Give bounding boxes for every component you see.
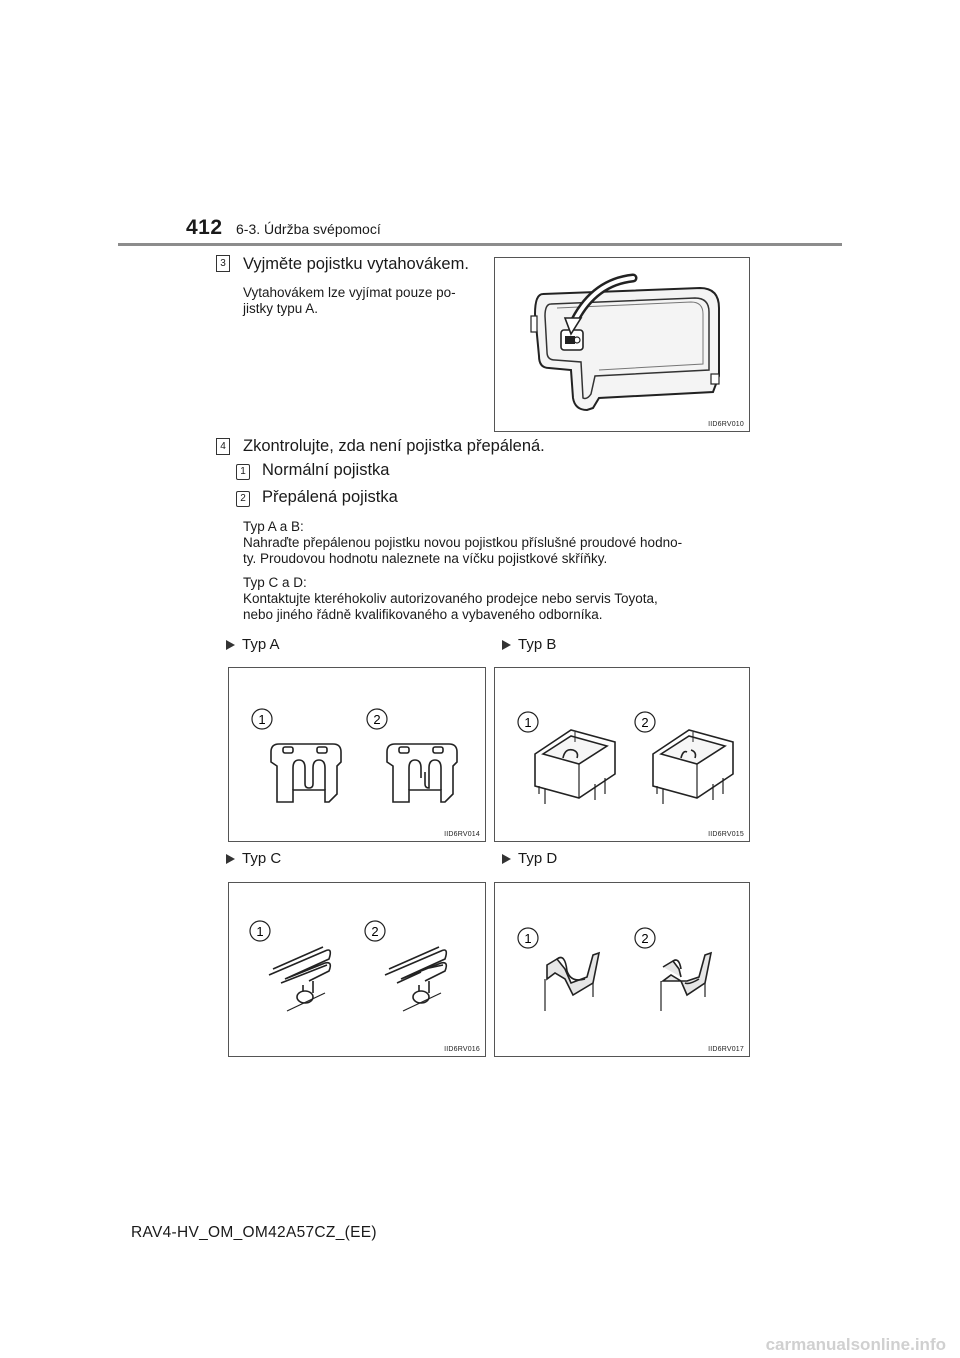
type-cd-text-line2: nebo jiného řádně kvalifikovaného a vybaveného odborníka. bbox=[243, 607, 603, 622]
page-number: 412 bbox=[186, 216, 223, 239]
callout-1: 1 bbox=[256, 924, 264, 939]
step-3-note bbox=[243, 285, 483, 317]
callout-2: 2 bbox=[641, 715, 649, 730]
type-ab-heading: Typ A a B: bbox=[243, 519, 304, 534]
triangle-right-icon bbox=[226, 640, 235, 650]
step-4-title: Zkontrolujte, zda není pojistka přepálená. bbox=[243, 437, 545, 455]
type-ab-text-line2: ty. Proudovou hodnotu naleznete na víčku pojistkové skříňky. bbox=[243, 551, 608, 566]
type-b-figure bbox=[494, 667, 750, 842]
fuse-box-lid-illustration bbox=[495, 258, 749, 431]
type-cd-heading: Typ C a D: bbox=[243, 575, 307, 590]
item-2-label: Přepálená pojistka bbox=[262, 488, 398, 506]
type-b-fuses-illustration bbox=[495, 668, 749, 841]
item-1-label: Normální pojistka bbox=[262, 461, 390, 479]
type-d-fuses-illustration bbox=[495, 883, 749, 1056]
figure-code-015: IID6RV015 bbox=[708, 831, 744, 838]
callout-1: 1 bbox=[524, 931, 532, 946]
section-title: 6-3. Údržba svépomocí bbox=[236, 221, 381, 237]
watermark: carmanualsonline.info bbox=[765, 1335, 946, 1354]
type-c-label: Typ C bbox=[242, 850, 282, 867]
type-ab-instructions bbox=[243, 519, 742, 567]
figure-code-010: IID6RV010 bbox=[708, 421, 744, 428]
triangle-right-icon bbox=[226, 854, 235, 864]
figure-code-016: IID6RV016 bbox=[444, 1046, 480, 1053]
document-code: RAV4-HV_OM_OM42A57CZ_(EE) bbox=[131, 1224, 377, 1241]
callout-1: 1 bbox=[258, 712, 266, 727]
item-1-number: 1 bbox=[236, 464, 250, 480]
type-a-label: Typ A bbox=[242, 636, 280, 653]
step-3-title: Vyjměte pojistku vytahovákem. bbox=[243, 255, 469, 273]
triangle-right-icon bbox=[502, 854, 511, 864]
header-rule bbox=[118, 243, 842, 246]
figure-code-017: IID6RV017 bbox=[708, 1046, 744, 1053]
type-a-figure bbox=[228, 667, 486, 842]
callout-2: 2 bbox=[641, 931, 649, 946]
type-cd-text-line1: Kontaktujte kteréhokoliv autorizovaného prodejce nebo servis Toyota, bbox=[243, 591, 658, 606]
figure-code-014: IID6RV014 bbox=[444, 831, 480, 838]
type-c-fuses-illustration bbox=[229, 883, 485, 1056]
step-3-note-line1: Vytahovákem lze vyjímat pouze po- bbox=[243, 285, 456, 300]
callout-2: 2 bbox=[373, 712, 381, 727]
type-c-figure bbox=[228, 882, 486, 1057]
step-3-badge: 3 bbox=[216, 255, 230, 272]
type-d-figure bbox=[494, 882, 750, 1057]
triangle-right-icon bbox=[502, 640, 511, 650]
type-a-fuses-illustration bbox=[229, 668, 485, 841]
type-cd-instructions bbox=[243, 575, 742, 623]
type-b-label: Typ B bbox=[518, 636, 557, 653]
callout-1: 1 bbox=[524, 715, 532, 730]
item-2-number: 2 bbox=[236, 491, 250, 507]
type-d-label: Typ D bbox=[518, 850, 558, 867]
type-ab-text-line1: Nahraďte přepálenou pojistku novou pojistkou příslušné proudové hodno- bbox=[243, 535, 683, 550]
callout-2: 2 bbox=[371, 924, 379, 939]
fuse-box-lid-figure bbox=[494, 257, 750, 432]
step-4-badge: 4 bbox=[216, 438, 230, 455]
step-3-note-line2: jistky typu A. bbox=[243, 301, 319, 316]
